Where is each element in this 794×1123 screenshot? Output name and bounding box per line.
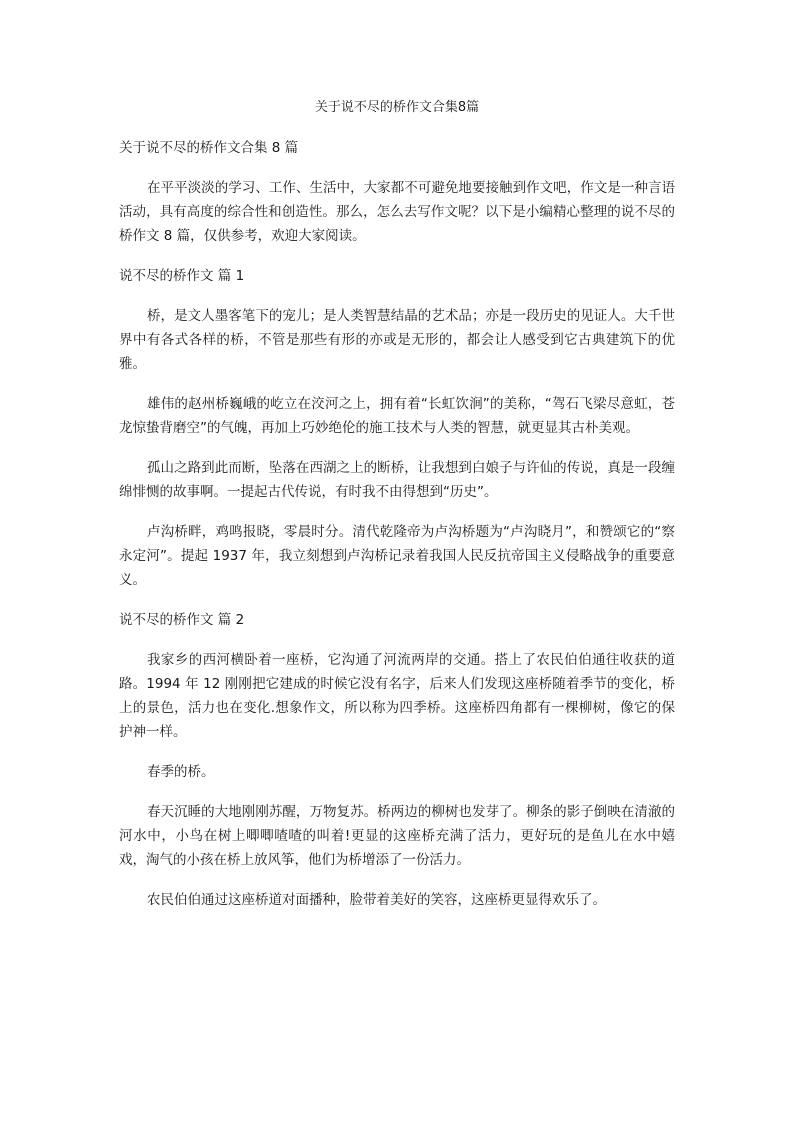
paragraph: 春季的桥。 <box>147 764 215 780</box>
document-subtitle: 关于说不尽的桥作文合集 8 篇 <box>119 140 299 156</box>
paragraph: 卢沟桥畔，鸡鸣报晓，零晨时分。清代乾隆帝为卢沟桥题为“卢沟晓月”，和赞颂它的“察永定河”。提起 1937 年，我立刻想到卢沟桥记录着我国人民反抗帝国主义侵略战争的重要意义。 <box>119 524 675 588</box>
paragraph: 孤山之路到此而断，坠落在西湖之上的断桥，让我想到白娘子与许仙的传说，真是一段缠绵悱恻的故事啊。一提起古代传说，有时我不由得想到“历史”。 <box>119 460 675 500</box>
paragraph: 桥，是文人墨客笔下的宠儿；是人类智慧结晶的艺术品；亦是一段历史的见证人。大千世界中有各式各样的桥，不管是那些有形的亦或是无形的，都会让人感受到它古典建筑下的优雅。 <box>119 308 675 372</box>
paragraph: 雄伟的赵州桥巍峨的屹立在洨河之上，拥有着“长虹饮涧”的美称，“驾石飞梁尽意虹，苍龙惊蛰背磨空”的气魄，再加上巧妙绝伦的施工技术与人类的智慧，就更显其古朴美观。 <box>119 396 675 436</box>
paragraph: 春天沉睡的大地刚刚苏醒，万物复苏。桥两边的柳树也发芽了。柳条的影子倒映在清澈的河水中，小鸟在树上唧唧喳喳的叫着!更显的这座桥充满了活力，更好玩的是鱼儿在水中嬉戏，淘气的小孩在桥上放风筝，他们为桥增添了一份活力。 <box>119 804 675 868</box>
paragraph: 我家乡的西河横卧着一座桥，它沟通了河流两岸的交通。搭上了农民伯伯通往收获的道路。1994 年 12 刚刚把它建成的时候它没有名字，后来人们发现这座桥随着季节的变化，桥上的景色，活力也在变化.想象作文，所以称为四季桥。这座桥四角都有一棵柳树，像它的保护神一样。 <box>119 652 675 740</box>
document-body <box>119 136 675 928</box>
section-heading-1: 说不尽的桥作文 篇 1 <box>119 268 245 284</box>
page-title: 关于说不尽的桥作文合集8篇 <box>314 100 480 115</box>
section-heading-2: 说不尽的桥作文 篇 2 <box>119 612 245 628</box>
intro-paragraph: 在平平淡淡的学习、工作、生活中，大家都不可避免地要接触到作文吧，作文是一种言语活动，具有高度的综合性和创造性。那么，怎么去写作文呢？以下是小编精心整理的说不尽的桥作文 8 篇，仅供参考，欢迎大家阅读。 <box>119 180 675 244</box>
paragraph: 农民伯伯通过这座桥道对面播种，脸带着美好的笑容，这座桥更显得欢乐了。 <box>147 892 606 908</box>
